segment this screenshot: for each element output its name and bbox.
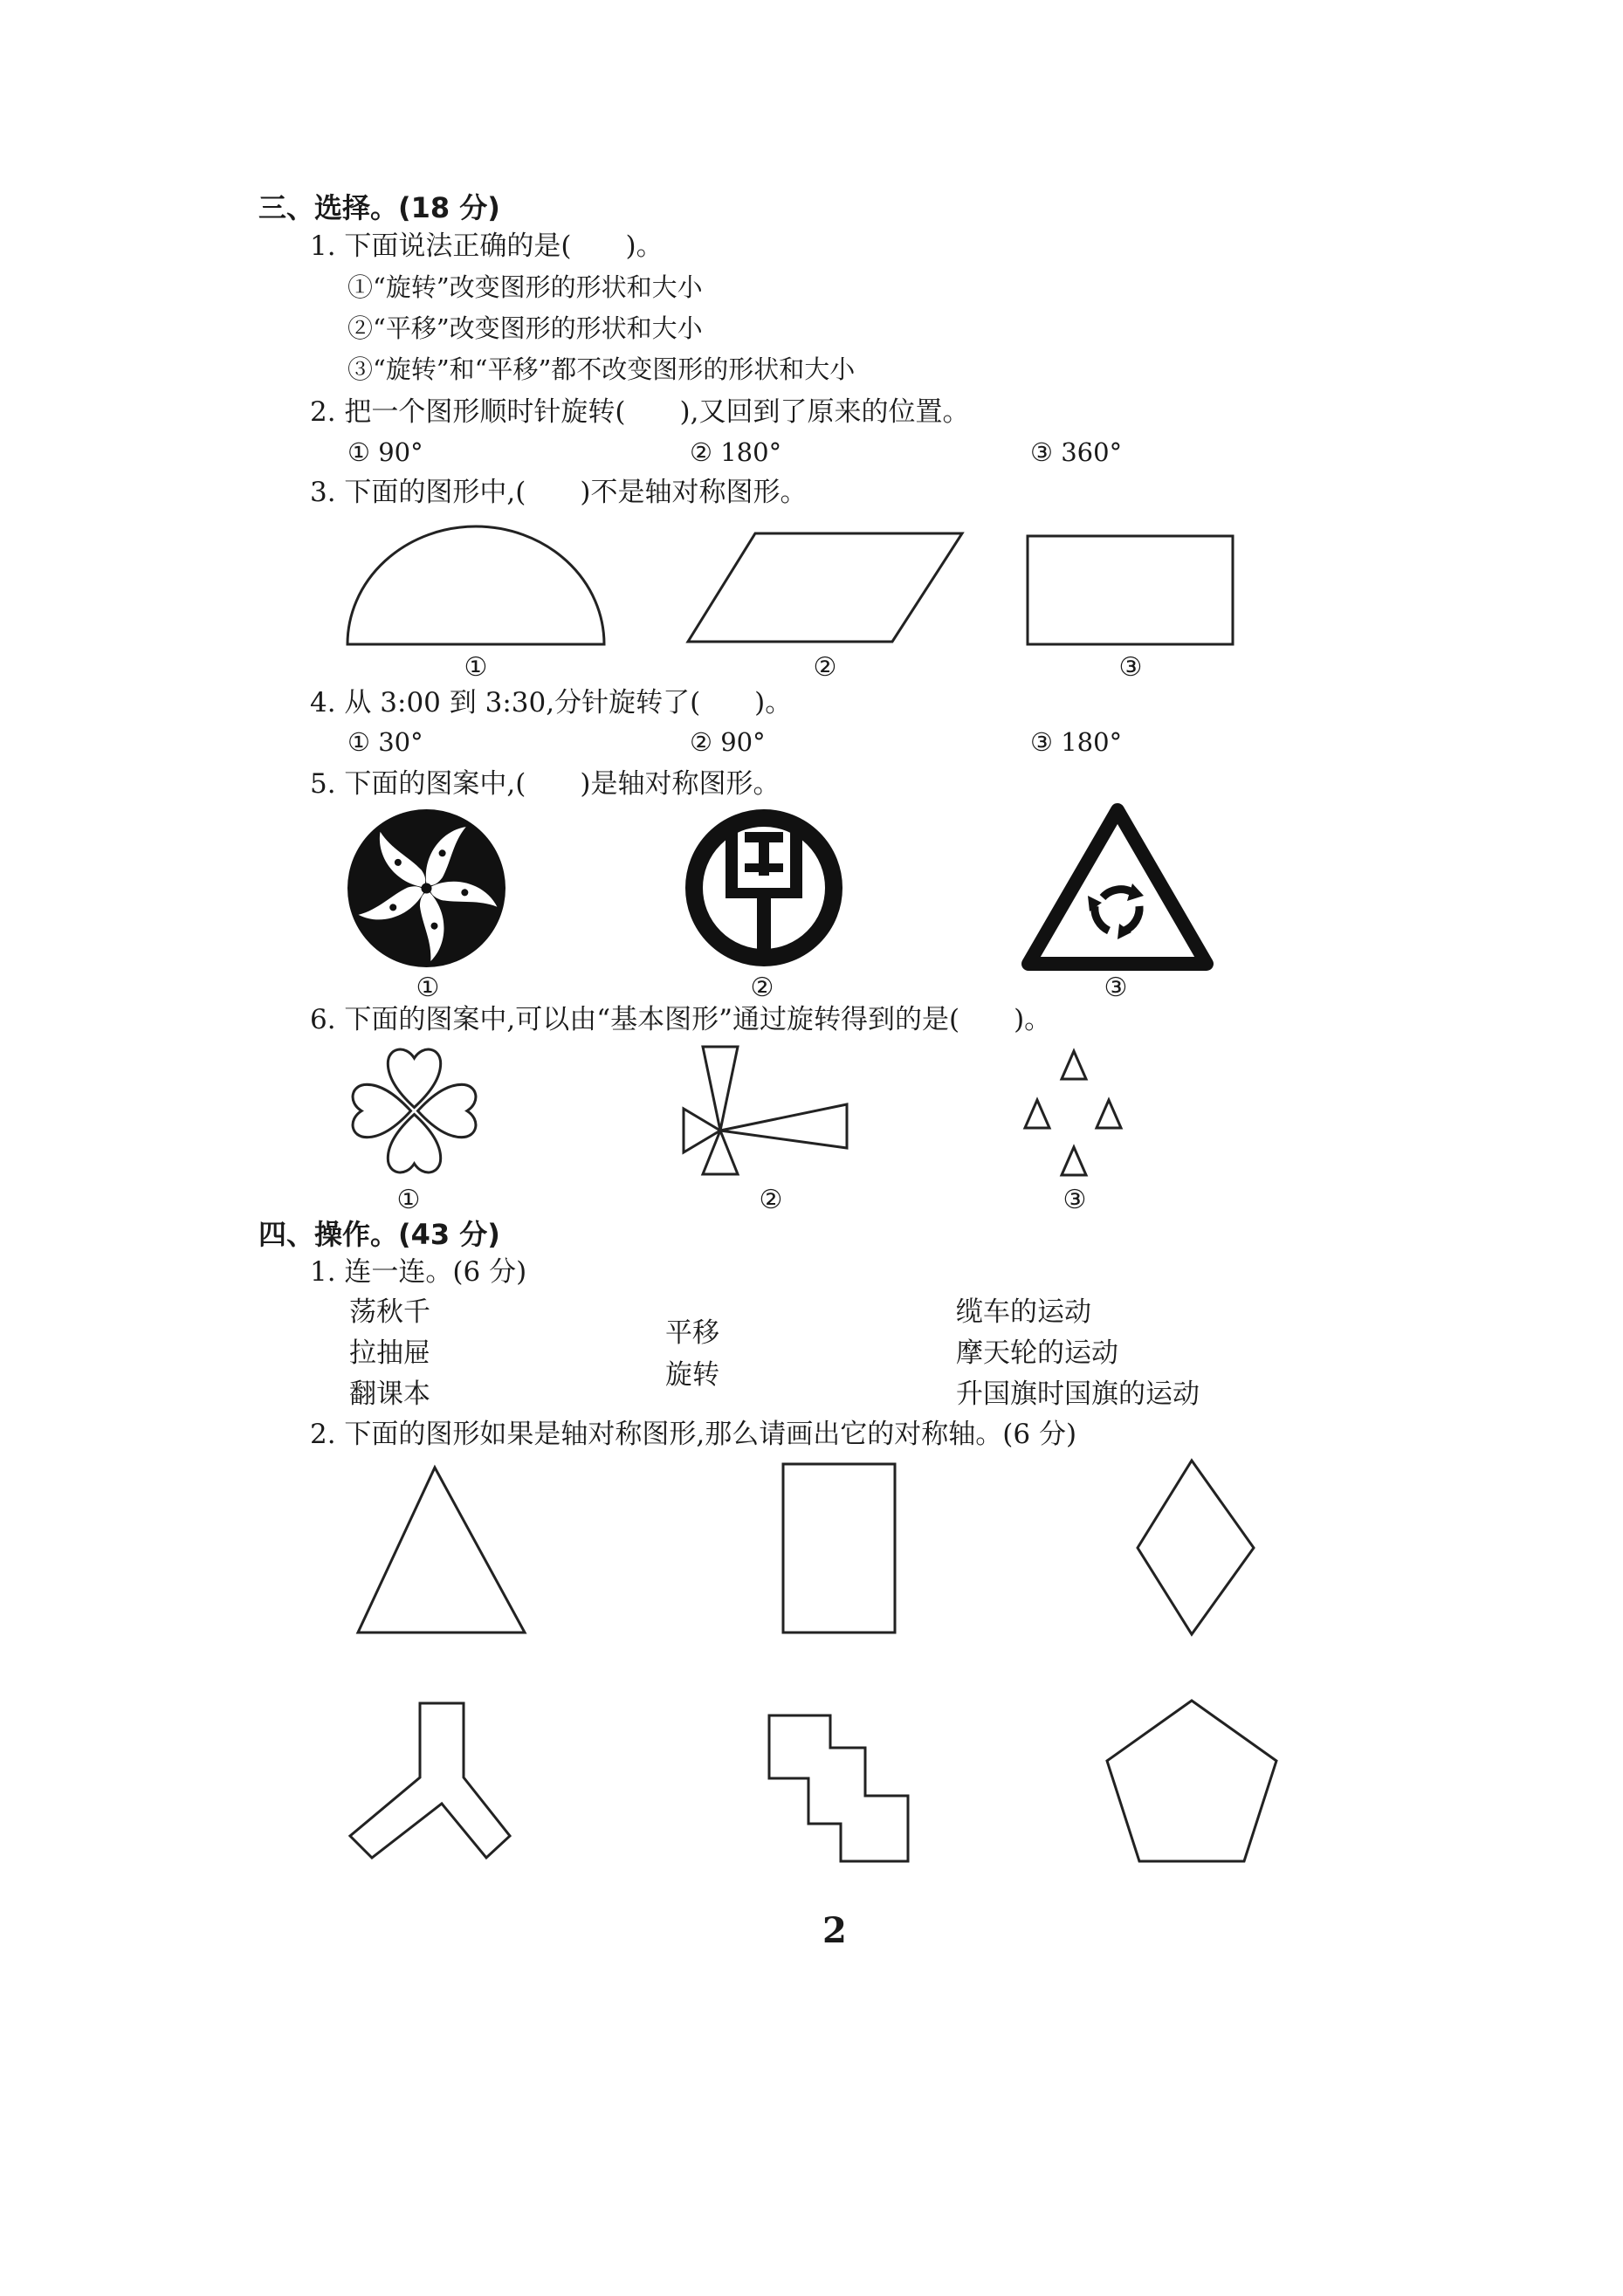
q2-option-2: ② 180° <box>690 437 782 467</box>
match-middle-2: 旋转 <box>665 1359 719 1391</box>
q1-option-1: ①“旋转”改变图形的形状和大小 <box>347 272 703 302</box>
q2-option-3: ③ 360° <box>1030 437 1123 467</box>
match-right-1: 缆车的运动 <box>956 1296 1091 1328</box>
q5-stem: 5. 下面的图案中,( )是轴对称图形。 <box>310 768 781 800</box>
q4-option-3: ③ 180° <box>1030 727 1123 757</box>
roundabout-sign-icon <box>1021 803 1214 973</box>
section3-heading: 三、选择。(18 分) <box>258 191 500 224</box>
tall-rectangle-figure <box>781 1462 899 1637</box>
q1-stem: 1. 下面说法正确的是( )。 <box>310 230 664 262</box>
match-left-2: 拉抽屉 <box>349 1337 430 1369</box>
pinwheel-triangles-figure <box>681 1043 856 1174</box>
staircase-figure <box>767 1713 911 1864</box>
triangle-figure <box>356 1465 526 1635</box>
semicircle-figure <box>345 524 607 646</box>
triangles-arrangement-figure <box>1021 1048 1126 1183</box>
bauhinia-emblem-icon <box>346 808 507 969</box>
q1-option-3: ③“旋转”和“平移”都不改变图形的形状和大小 <box>347 354 856 384</box>
q6-label-3: ③ <box>1063 1185 1087 1215</box>
section4-heading: 四、操作。(43 分) <box>258 1218 500 1251</box>
parallelogram-figure <box>685 531 965 644</box>
y-shape-figure <box>347 1701 513 1862</box>
q2-option-1: ① 90° <box>347 437 423 467</box>
rhombus-figure <box>1135 1458 1257 1637</box>
bank-logo-icon <box>685 808 842 969</box>
pentagon-figure <box>1104 1698 1279 1864</box>
four-hearts-figure <box>342 1043 486 1179</box>
q5-label-3: ③ <box>1104 973 1128 1003</box>
q6-label-2: ② <box>759 1185 783 1215</box>
q4-option-1: ① 30° <box>347 727 423 757</box>
q3-label-2: ② <box>813 652 837 683</box>
q4-stem: 4. 从 3:00 到 3:30,分针旋转了( )。 <box>310 687 793 718</box>
q4-option-2: ② 90° <box>690 727 766 757</box>
rectangle-figure <box>1026 534 1235 648</box>
q1-option-2: ②“平移”改变图形的形状和大小 <box>347 313 703 343</box>
s4-q2-stem: 2. 下面的图形如果是轴对称图形,那么请画出它的对称轴。(6 分) <box>310 1419 1077 1450</box>
q6-stem: 6. 下面的图案中,可以由“基本图形”通过旋转得到的是( )。 <box>310 1004 1052 1035</box>
page-number: 2 <box>822 1910 847 1951</box>
q3-stem: 3. 下面的图形中,( )不是轴对称图形。 <box>310 477 808 508</box>
q2-stem: 2. 把一个图形顺时针旋转( ),又回到了原来的位置。 <box>310 396 970 428</box>
s4-q1-stem: 1. 连一连。(6 分) <box>310 1256 527 1288</box>
match-left-1: 荡秋千 <box>349 1296 430 1328</box>
q3-label-3: ③ <box>1118 652 1143 683</box>
q5-label-2: ② <box>750 973 774 1003</box>
match-left-3: 翻课本 <box>349 1378 430 1410</box>
match-right-2: 摩天轮的运动 <box>956 1337 1118 1369</box>
q3-label-1: ① <box>464 652 488 683</box>
match-right-3: 升国旗时国旗的运动 <box>956 1378 1200 1410</box>
match-middle-1: 平移 <box>665 1317 719 1349</box>
q5-label-1: ① <box>416 973 440 1003</box>
q6-label-1: ① <box>396 1185 421 1215</box>
